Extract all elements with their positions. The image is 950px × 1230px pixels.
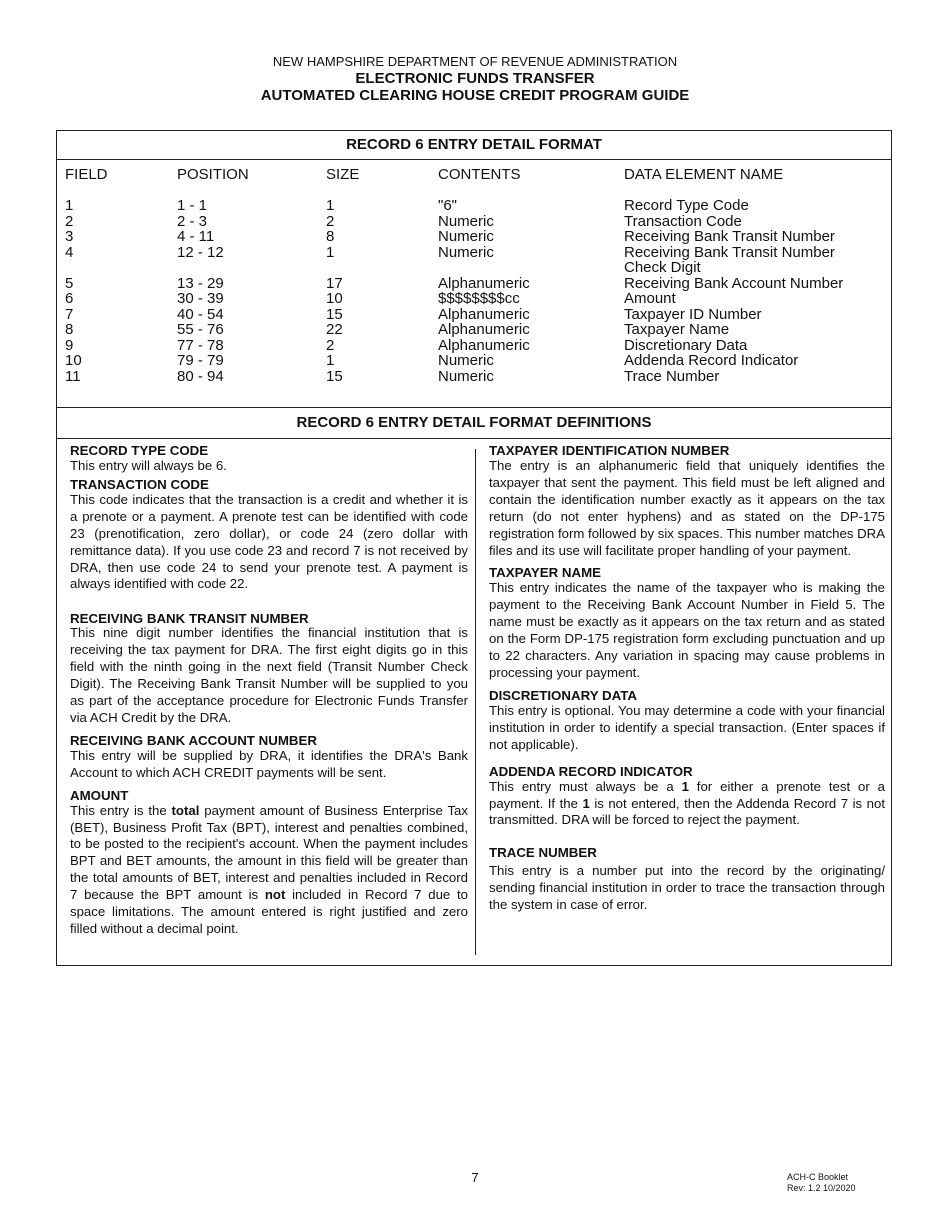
cell-field: 7 xyxy=(65,305,74,323)
header-position: POSITION xyxy=(177,166,249,183)
cell-field: 2 xyxy=(65,212,74,230)
cell-size: 1 xyxy=(326,352,335,369)
table-row xyxy=(65,322,883,338)
table-row xyxy=(65,291,883,307)
cell-size: 2 xyxy=(326,212,335,230)
agency-name: NEW HAMPSHIRE DEPARTMENT OF REVENUE ADMINISTRATION xyxy=(272,54,678,69)
def-heading: RECORD TYPE CODE xyxy=(70,443,209,458)
cell-field: 10 xyxy=(65,352,82,369)
cell-data-element-name: Record Type Code xyxy=(624,197,749,214)
def-taxpayer-name xyxy=(489,565,885,681)
header-contents: CONTENTS xyxy=(438,166,521,183)
cell-position: 79 - 79 xyxy=(177,352,224,369)
table-header-row xyxy=(65,167,883,183)
guide-title-line1: ELECTRONIC FUNDS TRANSFER xyxy=(355,70,595,87)
def-heading: RECEIVING BANK ACCOUNT NUMBER xyxy=(70,732,317,748)
cell-contents: "6" xyxy=(438,197,457,214)
revision-note xyxy=(787,1172,856,1194)
def-heading: TRANSACTION CODE xyxy=(70,476,209,492)
def-text: The entry is an alphanumeric field that uniquely identifies the taxpayer that sent the payment. This field must be left aligned and contain the identification number exactly as it appears on the tax return (do not enter hyphens) and as stated on the DP-175 registration form followed by six spaces. This number matches DRA files and its use will facilitate proper handling of your payment. xyxy=(489,458,885,558)
cell-data-element-name: Taxpayer ID Number xyxy=(624,305,762,323)
cell-contents: $$$$$$$$cc xyxy=(438,290,520,307)
cell-position: 80 - 94 xyxy=(177,367,224,385)
cell-field: 3 xyxy=(65,228,74,245)
def-discretionary-data xyxy=(489,688,885,754)
revision-date: Rev: 1.2 10/2020 xyxy=(787,1183,856,1193)
cell-field: 1 xyxy=(65,197,74,214)
def-text: This entry will always be 6. xyxy=(70,458,227,473)
cell-contents: Numeric xyxy=(438,367,494,385)
table-row xyxy=(65,307,883,323)
format-table xyxy=(65,167,883,384)
cell-field: 9 xyxy=(65,336,74,354)
cell-data-element-name: Addenda Record Indicator xyxy=(624,352,799,369)
cell-data-element-name: Trace Number xyxy=(624,367,720,385)
cell-data-element-name: Transaction Code xyxy=(624,212,742,230)
cell-contents: Numeric xyxy=(438,228,494,245)
table-row xyxy=(65,214,883,230)
cell-position: 55 - 76 xyxy=(177,321,224,338)
document-header xyxy=(0,54,950,104)
def-text: This entry indicates the name of the taxpayer who is making the payment to the Receiving Bank Account Number in Field 5. The name must be exactly as it appears on the tax return and as stated on the Form DP-175 registration form excluding punctuation and up to 22 characters. Any variation in spacing may cause problems in processing your payment. xyxy=(489,580,885,680)
definitions-right-column xyxy=(489,443,885,920)
guide-title-line2: AUTOMATED CLEARING HOUSE CREDIT PROGRAM GUIDE xyxy=(260,87,690,104)
format-table-title: RECORD 6 ENTRY DETAIL FORMAT xyxy=(57,131,891,160)
table-row xyxy=(65,276,883,292)
def-record-type-code xyxy=(70,443,468,475)
cell-position: 4 - 11 xyxy=(177,228,215,245)
cell-size: 8 xyxy=(326,228,335,245)
cell-field: 6 xyxy=(65,290,74,307)
header-size: SIZE xyxy=(326,166,360,183)
definitions-left-column xyxy=(70,443,468,944)
column-divider xyxy=(475,449,476,955)
cell-size: 2 xyxy=(326,336,335,354)
cell-data-element-name: Discretionary Data xyxy=(624,336,748,354)
def-heading: TRACE NUMBER xyxy=(489,845,597,861)
def-text: This entry is optional. You may determine a code with your financial institution in order to identify a special transaction. (Enter spaces if not applicable). xyxy=(489,702,885,752)
cell-size: 15 xyxy=(326,367,343,385)
page-number: 7 xyxy=(471,1170,479,1185)
header-field: FIELD xyxy=(65,166,108,183)
def-transaction-code xyxy=(70,477,468,593)
def-heading: RECEIVING BANK TRANSIT NUMBER xyxy=(70,611,309,627)
cell-position: 13 - 29 xyxy=(177,274,224,292)
cell-contents: Numeric xyxy=(438,212,494,230)
cell-position: 12 - 12 xyxy=(177,243,224,261)
def-text: This entry will be supplied by DRA, it identifies the DRA's Bank Account to which ACH CREDIT payments will be sent. xyxy=(70,747,468,780)
cell-position: 1 - 1 xyxy=(177,197,208,214)
cell-size: 1 xyxy=(326,243,335,261)
def-heading: ADDENDA RECORD INDICATOR xyxy=(489,763,693,779)
def-heading: AMOUNT xyxy=(70,787,129,803)
cell-field: 8 xyxy=(65,321,74,338)
cell-size: 10 xyxy=(326,290,343,307)
def-receiving-bank-account-number xyxy=(70,733,468,782)
def-text: This nine digit number identifies the financial institution that is receiving the tax payment for DRA. The first eight digits go in this field with the ninth going in the next field (Transit Number Check Digit). The Receiving Bank Transit Number will be supplied to you as part of the acceptance procedure for Electronic Funds Transfer via ACH Credit by the DRA. xyxy=(70,625,468,725)
cell-field: 5 xyxy=(65,274,74,292)
def-amount xyxy=(70,788,468,938)
booklet-name: ACH-C Booklet xyxy=(787,1172,849,1182)
cell-contents: Numeric xyxy=(438,243,494,261)
def-heading: TAXPAYER NAME xyxy=(489,565,602,581)
cell-data-element-name: Amount xyxy=(624,290,676,307)
cell-data-element-name: Receiving Bank Account Number xyxy=(624,274,844,292)
def-taxpayer-identification-number xyxy=(489,443,885,559)
def-heading: TAXPAYER IDENTIFICATION NUMBER xyxy=(489,443,730,458)
cell-position: 40 - 54 xyxy=(177,305,224,323)
cell-position: 77 - 78 xyxy=(177,336,224,354)
cell-field: 4 xyxy=(65,243,74,261)
cell-data-element-name: Receiving Bank Transit Number xyxy=(624,228,835,245)
cell-size: 1 xyxy=(326,197,335,214)
definitions-title: RECORD 6 ENTRY DETAIL FORMAT DEFINITIONS xyxy=(57,407,891,439)
def-text: This code indicates that the transaction is a credit and whether it is a prenote or a payment. A prenote test can be identified with code 23 (prenotification, zero dollar), or code 24 (zero dollar with remittance data). If you use code 23 and record 7 is not received by DRA, then use code 24 to send your prenote test. A payment is always identified with code 22. xyxy=(70,491,468,592)
record-6-box xyxy=(56,130,892,966)
def-addenda-record-indicator xyxy=(489,764,885,830)
def-receiving-bank-transit-number xyxy=(70,613,468,726)
cell-position: 30 - 39 xyxy=(177,290,224,307)
cell-size: 15 xyxy=(326,305,343,323)
cell-position: 2 - 3 xyxy=(177,212,208,230)
def-text: This entry must always be a 1 for either a prenote test or a payment. If the 1 is not entered, then the Addenda Record 7 is not transmitted. DRA will be forced to reject the payment. xyxy=(489,778,885,828)
table-row xyxy=(65,353,883,369)
cell-contents: Alphanumeric xyxy=(438,321,530,338)
cell-size: 17 xyxy=(326,274,343,292)
def-trace-number xyxy=(489,845,885,914)
table-row xyxy=(65,245,883,276)
cell-contents: Alphanumeric xyxy=(438,336,530,354)
table-row xyxy=(65,229,883,245)
cell-contents: Alphanumeric xyxy=(438,274,530,292)
cell-contents: Alphanumeric xyxy=(438,305,530,323)
cell-data-element-name: Receiving Bank Transit Number Check Digit xyxy=(624,243,835,276)
cell-data-element-name: Taxpayer Name xyxy=(624,321,730,338)
cell-field: 11 xyxy=(65,367,81,385)
cell-size: 22 xyxy=(326,321,343,338)
def-heading: DISCRETIONARY DATA xyxy=(489,687,637,703)
table-row xyxy=(65,338,883,354)
table-body xyxy=(65,198,883,384)
header-data-element-name: DATA ELEMENT NAME xyxy=(624,166,784,183)
def-text: This entry is a number put into the record by the originating/ sending financial institution in order to trace the transaction through the system in case of error. xyxy=(489,863,885,913)
table-row xyxy=(65,198,883,214)
def-text: This entry is the total payment amount of Business Enterprise Tax (BET), Business Profit Tax (BPT), interest and penalties combined, to be posted to the recipient's account. When the payment includes BPT and BET amounts, the amount in this field will be greater than the total amounts of BET, interest and penalties included in Record 7 because the BPT amount is not included in Record 7 due to space limitations. The amount entered is right justified and zero filled without a decimal point. xyxy=(70,802,468,936)
cell-contents: Numeric xyxy=(438,352,494,369)
table-row xyxy=(65,369,883,385)
